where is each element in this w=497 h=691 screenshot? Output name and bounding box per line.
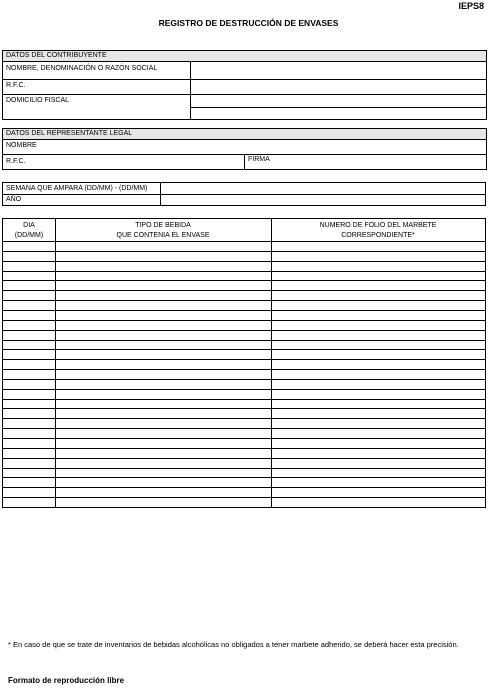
dia-cell[interactable] [3, 459, 55, 468]
col-header-tipo-bebida [55, 221, 271, 241]
dd-mm-label: (DD/MM) [14, 232, 44, 239]
dia-cell[interactable] [3, 409, 55, 418]
folio-marbete-cell[interactable] [272, 429, 485, 438]
dia-label: DIA [23, 222, 35, 229]
folio-marbete-cell[interactable] [272, 341, 485, 350]
tipo-bebida-cell[interactable] [56, 380, 271, 389]
tipo-bebida-cell[interactable] [56, 478, 271, 487]
tipo-bebida-cell[interactable] [56, 350, 271, 359]
folio-marbete-cell[interactable] [272, 469, 485, 478]
folio-marbete-cell[interactable] [272, 242, 485, 251]
tipo-bebida-cell[interactable] [56, 360, 271, 369]
folio-marbete-cell[interactable] [272, 321, 485, 330]
footnote: * En caso de que se trate de inventarios de bebidas alcohólicas no obligados a tener marbete adherido, se deberá hacer esta precisión. [8, 640, 459, 649]
folio-marbete-cell[interactable] [272, 360, 485, 369]
dia-cell[interactable] [3, 400, 55, 409]
folio-marbete-cell[interactable] [272, 459, 485, 468]
dia-cell[interactable] [3, 272, 55, 281]
tipo-bebida-cell[interactable] [56, 252, 271, 261]
folio-marbete-cell[interactable] [272, 400, 485, 409]
representante-header: DATOS DEL REPRESENTANTE LEGAL [6, 130, 133, 137]
tipo-bebida-cell[interactable] [56, 242, 271, 251]
dia-cell[interactable] [3, 380, 55, 389]
dia-cell[interactable] [3, 350, 55, 359]
semana-field[interactable] [161, 183, 485, 194]
tipo-bebida-cell[interactable] [56, 439, 271, 448]
dia-cell[interactable] [3, 498, 55, 507]
tipo-bebida-cell[interactable] [56, 429, 271, 438]
dia-cell[interactable] [3, 360, 55, 369]
dia-cell[interactable] [3, 301, 55, 310]
tipo-bebida-cell[interactable] [56, 301, 271, 310]
dia-cell[interactable] [3, 281, 55, 290]
tipo-bebida-cell[interactable] [56, 341, 271, 350]
tipo-bebida-cell[interactable] [56, 488, 271, 497]
dia-cell[interactable] [3, 331, 55, 340]
contribuyente-rfc-label: R.F.C. [6, 82, 26, 89]
folio-marbete-cell[interactable] [272, 380, 485, 389]
representante-header-row [3, 129, 486, 140]
dia-cell[interactable] [3, 478, 55, 487]
firma-field[interactable] [245, 155, 486, 170]
folio-marbete-cell[interactable] [272, 449, 485, 458]
folio-marbete-cell[interactable] [272, 281, 485, 290]
folio-marbete-cell[interactable] [272, 439, 485, 448]
domicilio-fiscal-label: DOMICILIO FISCAL [6, 97, 70, 104]
dia-cell[interactable] [3, 291, 55, 300]
tipo-bebida-cell[interactable] [56, 321, 271, 330]
tipo-bebida-cell[interactable] [56, 281, 271, 290]
dia-cell[interactable] [3, 311, 55, 320]
anio-field[interactable] [161, 195, 485, 206]
tipo-bebida-label: TIPO DE BEBIDA [135, 222, 191, 229]
tipo-bebida-cell[interactable] [56, 311, 271, 320]
folio-marbete-cell[interactable] [272, 390, 485, 399]
representante-rfc-field[interactable] [33, 155, 243, 170]
folio-marbete-cell[interactable] [272, 350, 485, 359]
representante-nombre-field[interactable] [43, 140, 486, 154]
contribuyente-rfc-field[interactable] [191, 80, 486, 94]
que-contenia-label: QUE CONTENIA EL ENVASE [116, 232, 210, 239]
col-header-dia [3, 221, 55, 241]
periodo-section [2, 182, 486, 206]
col-header-folio-marbete [271, 221, 485, 241]
tipo-bebida-cell[interactable] [56, 331, 271, 340]
representante-rfc-label: R.F.C. [6, 158, 26, 165]
dia-cell[interactable] [3, 449, 55, 458]
dia-cell[interactable] [3, 429, 55, 438]
tipo-bebida-cell[interactable] [56, 449, 271, 458]
folio-marbete-cell[interactable] [272, 252, 485, 261]
correspondiente-label: CORRESPONDIENTE* [341, 232, 415, 239]
representante-nombre-label: NOMBRE [6, 142, 37, 149]
form-title: REGISTRO DE DESTRUCCIÓN DE ENVASES [158, 18, 339, 28]
dia-cell[interactable] [3, 252, 55, 261]
folio-marbete-cell[interactable] [272, 370, 485, 379]
tipo-bebida-cell[interactable] [56, 459, 271, 468]
dia-cell[interactable] [3, 262, 55, 271]
folio-marbete-cell[interactable] [272, 419, 485, 428]
domicilio-fiscal-field-2[interactable] [191, 108, 486, 120]
semana-label: SEMANA QUE AMPARA (DD/MM) - (DD/MM) [6, 185, 148, 192]
dia-cell[interactable] [3, 341, 55, 350]
dia-cell[interactable] [3, 439, 55, 448]
contribuyente-header-row [3, 51, 486, 62]
folio-marbete-cell[interactable] [272, 331, 485, 340]
firma-label: FIRMA [248, 156, 270, 163]
form-code: IEPS8 [458, 1, 484, 11]
contribuyente-section [2, 50, 487, 120]
nombre-razon-social-label: NOMBRE, DENOMINACIÓN O RAZÓN SOCIAL [6, 65, 158, 72]
tipo-bebida-cell[interactable] [56, 390, 271, 399]
tipo-bebida-cell[interactable] [56, 409, 271, 418]
folio-marbete-cell[interactable] [272, 498, 485, 507]
representante-section [2, 128, 487, 170]
dia-cell[interactable] [3, 321, 55, 330]
registro-table [2, 218, 486, 508]
folio-marbete-cell[interactable] [272, 291, 485, 300]
folio-marbete-cell[interactable] [272, 262, 485, 271]
folio-marbete-cell[interactable] [272, 301, 485, 310]
nombre-razon-social-field[interactable] [191, 62, 486, 79]
tipo-bebida-cell[interactable] [56, 370, 271, 379]
folio-marbete-cell[interactable] [272, 409, 485, 418]
folio-marbete-cell[interactable] [272, 488, 485, 497]
dia-cell[interactable] [3, 419, 55, 428]
tipo-bebida-cell[interactable] [56, 419, 271, 428]
folio-marbete-cell[interactable] [272, 311, 485, 320]
dia-cell[interactable] [3, 370, 55, 379]
folio-marbete-cell[interactable] [272, 272, 485, 281]
tipo-bebida-cell[interactable] [56, 498, 271, 507]
dia-cell[interactable] [3, 242, 55, 251]
dia-cell[interactable] [3, 469, 55, 478]
domicilio-fiscal-field-1[interactable] [191, 95, 486, 107]
folio-marbete-label: NUMERO DE FOLIO DEL MARBETE [319, 222, 437, 229]
tipo-bebida-cell[interactable] [56, 469, 271, 478]
dia-cell[interactable] [3, 488, 55, 497]
folio-marbete-cell[interactable] [272, 478, 485, 487]
reproduccion-libre-note: Formato de reproducción libre [8, 676, 125, 685]
contribuyente-header: DATOS DEL CONTRIBUYENTE [6, 52, 107, 59]
tipo-bebida-cell[interactable] [56, 400, 271, 409]
tipo-bebida-cell[interactable] [56, 272, 271, 281]
dia-cell[interactable] [3, 390, 55, 399]
tipo-bebida-cell[interactable] [56, 291, 271, 300]
tipo-bebida-cell[interactable] [56, 262, 271, 271]
anio-label: AÑO [6, 196, 22, 203]
